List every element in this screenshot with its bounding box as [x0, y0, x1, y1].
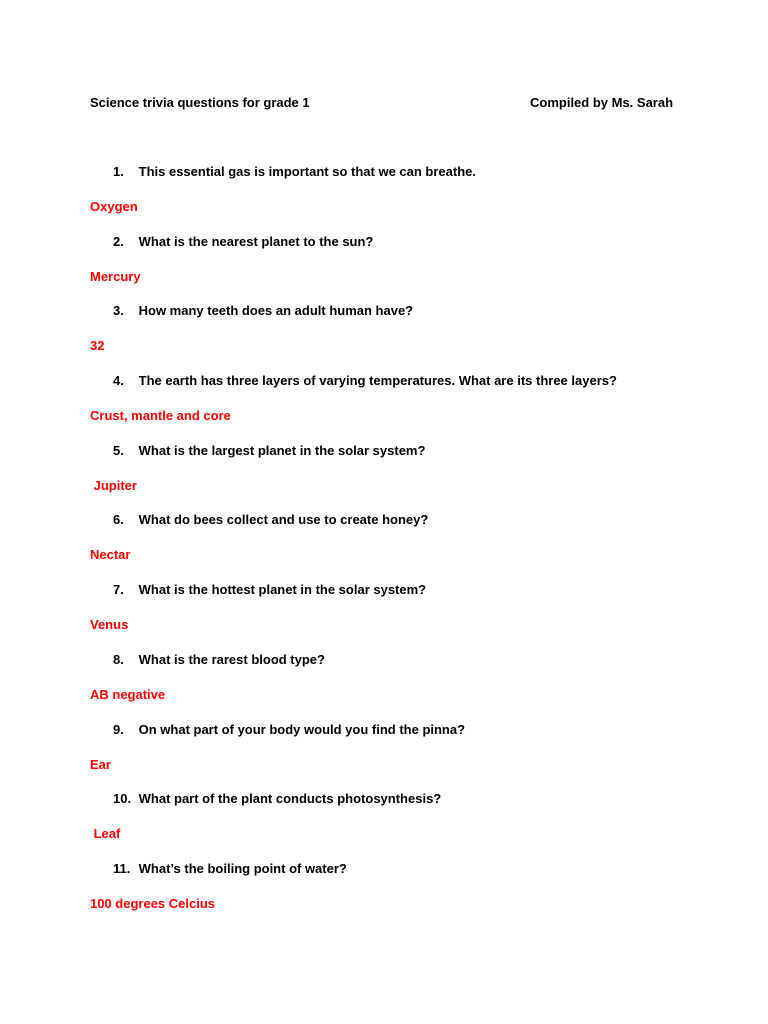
qa-item-6 [0, 512, 768, 582]
qa-list [0, 164, 768, 931]
question-8 [113, 652, 325, 667]
question-number: 6. [113, 512, 124, 528]
answer-6: Nectar [90, 547, 131, 563]
question-2 [113, 234, 373, 249]
question-text: What is the hottest planet in the solar system? [138, 582, 427, 598]
question-text: What’s the boiling point of water? [138, 860, 347, 876]
question-number: 11. [113, 860, 131, 876]
question-text: What part of the plant conducts photosynthesis? [138, 791, 442, 807]
question-text: What is the rarest blood type? [138, 651, 325, 667]
question-10 [113, 791, 441, 806]
qa-item-7 [0, 582, 768, 652]
question-number: 5. [113, 442, 124, 458]
question-text: What is the nearest planet to the sun? [138, 233, 374, 249]
document-title: Science trivia questions for grade 1 [90, 95, 310, 110]
question-3 [113, 303, 413, 318]
question-4 [113, 373, 617, 388]
question-text: The earth has three layers of varying temperatures. What are its three layers? [138, 373, 617, 389]
question-11 [113, 861, 347, 876]
question-9 [113, 722, 465, 737]
answer-5: Jupiter [90, 477, 137, 493]
question-number: 10. [113, 791, 132, 807]
question-number: 9. [113, 721, 124, 737]
question-text: This essential gas is important so that we can breathe. [138, 164, 476, 179]
question-number: 7. [113, 582, 124, 598]
answer-8: AB negative [90, 686, 166, 702]
question-number: 2. [113, 233, 124, 249]
qa-item-5 [0, 443, 768, 513]
document-author: Compiled by Ms. Sarah [530, 95, 674, 110]
question-text: On what part of your body would you find the pinna? [138, 721, 466, 737]
answer-3: 32 [90, 338, 105, 354]
answer-7: Venus [90, 617, 129, 633]
answer-2: Mercury [90, 268, 141, 284]
answer-9: Ear [90, 756, 111, 772]
question-number: 1. [113, 164, 124, 179]
question-number: 8. [113, 651, 124, 667]
question-text: What do bees collect and use to create honey? [138, 512, 429, 528]
question-1 [113, 164, 476, 179]
qa-item-3 [0, 303, 768, 373]
qa-item-11 [0, 861, 768, 931]
qa-item-10 [0, 791, 768, 861]
question-5 [113, 443, 425, 458]
answer-4: Crust, mantle and core [90, 408, 231, 424]
qa-item-9 [0, 722, 768, 792]
answer-10: Leaf [90, 826, 121, 842]
question-number: 4. [113, 373, 124, 389]
answer-11: 100 degrees Celcius [90, 895, 216, 911]
qa-item-4 [0, 373, 768, 443]
question-6 [113, 512, 428, 527]
qa-item-8 [0, 652, 768, 722]
qa-item-1 [0, 164, 768, 234]
question-text: How many teeth does an adult human have? [138, 303, 414, 319]
answer-1: Oxygen [90, 199, 138, 214]
qa-item-2 [0, 234, 768, 304]
question-text: What is the largest planet in the solar system? [138, 442, 426, 458]
question-number: 3. [113, 303, 124, 319]
question-7 [113, 582, 426, 597]
